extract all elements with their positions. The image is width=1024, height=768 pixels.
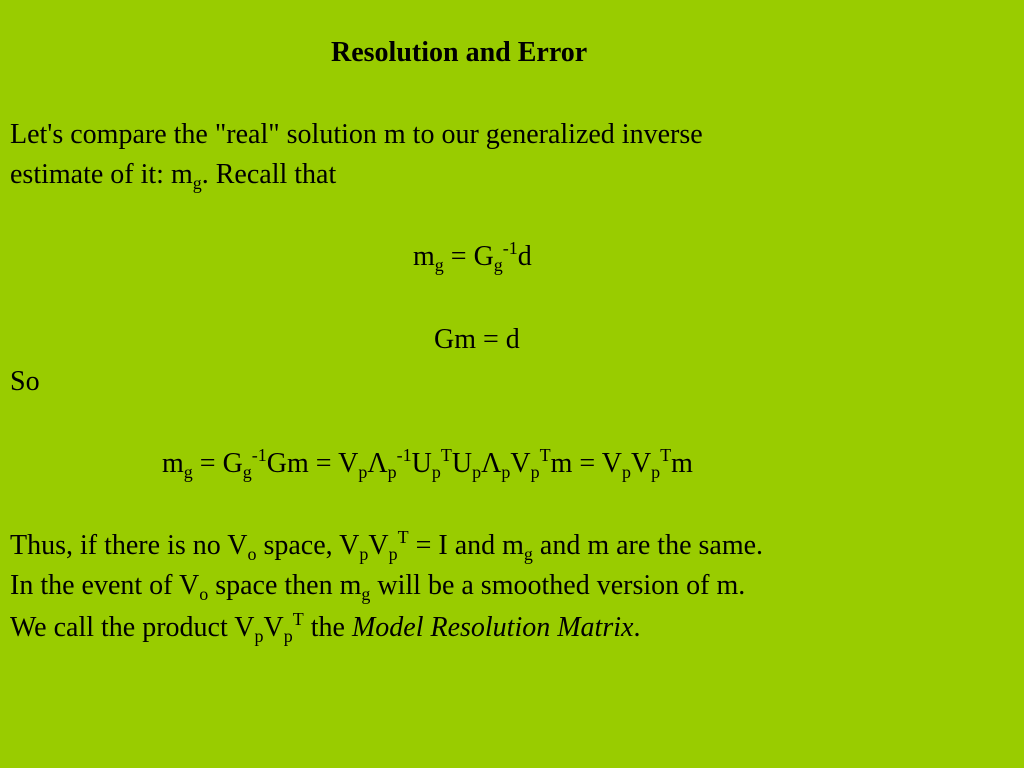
subscript: g bbox=[361, 584, 371, 604]
subscript: p bbox=[283, 626, 293, 646]
subscript: g bbox=[493, 255, 503, 275]
intro-text: . Recall that bbox=[201, 159, 337, 190]
equation-forward-problem: Gm = d bbox=[434, 324, 520, 355]
conclusion-text: space then m bbox=[208, 570, 362, 601]
subscript: p bbox=[501, 462, 511, 482]
eq-text: V bbox=[510, 448, 531, 479]
subscript: g bbox=[434, 255, 444, 275]
intro-line-1: Let's compare the "real" solution m to our generalized inverse bbox=[10, 119, 703, 150]
intro-line-2 bbox=[10, 158, 336, 192]
eq-text: U bbox=[411, 448, 432, 479]
conclusion-text: space, V bbox=[256, 530, 360, 561]
subscript: o bbox=[199, 584, 209, 604]
eq-text: m bbox=[413, 241, 435, 272]
slide-title: Resolution and Error bbox=[331, 37, 588, 68]
conclusion-text: In the event of V bbox=[10, 570, 200, 601]
eq-text: d bbox=[517, 241, 532, 272]
superscript: T bbox=[292, 609, 304, 629]
equation-resolution-derivation bbox=[162, 447, 693, 481]
conclusion-text: = I and m bbox=[408, 530, 524, 561]
conclusion-line-2 bbox=[10, 569, 745, 603]
eq-text: U bbox=[451, 448, 473, 479]
intro-text: estimate of it: m bbox=[10, 159, 193, 190]
conclusion-line-1 bbox=[10, 529, 763, 563]
eq-text: m = V bbox=[550, 448, 622, 479]
superscript: T bbox=[440, 445, 452, 465]
so-label: So bbox=[10, 366, 40, 397]
subscript: p bbox=[621, 462, 631, 482]
eq-text: V bbox=[630, 448, 652, 479]
equation-mg-definition bbox=[413, 240, 532, 274]
eq-text: = G bbox=[443, 241, 494, 272]
subscript: g bbox=[523, 544, 533, 564]
subscript: p bbox=[359, 544, 369, 564]
conclusion-text: V bbox=[263, 612, 284, 643]
conclusion-text: and m are the same. bbox=[532, 530, 764, 561]
subscript: p bbox=[254, 626, 264, 646]
eq-text: Λ bbox=[367, 448, 388, 479]
subscript: p bbox=[387, 462, 397, 482]
conclusion-text: Thus, if there is no V bbox=[10, 530, 248, 561]
subscript: o bbox=[247, 544, 257, 564]
subscript: g bbox=[242, 462, 252, 482]
conclusion-line-3 bbox=[10, 611, 640, 645]
eq-text: Gm = V bbox=[266, 448, 359, 479]
eq-text: m bbox=[671, 448, 693, 479]
eq-text: = G bbox=[192, 448, 243, 479]
superscript: -1 bbox=[502, 238, 518, 258]
subscript: p bbox=[530, 462, 540, 482]
superscript: T bbox=[539, 445, 551, 465]
subscript: g bbox=[183, 462, 193, 482]
conclusion-text: V bbox=[368, 530, 389, 561]
superscript: T bbox=[660, 445, 672, 465]
eq-text: Λ bbox=[481, 448, 502, 479]
conclusion-text: the bbox=[303, 612, 352, 643]
subscript: p bbox=[388, 544, 398, 564]
subscript: g bbox=[192, 173, 202, 193]
conclusion-text: We call the product V bbox=[10, 612, 255, 643]
subscript: p bbox=[472, 462, 482, 482]
model-resolution-matrix-term: Model Resolution Matrix bbox=[351, 612, 634, 643]
superscript: -1 bbox=[251, 445, 267, 465]
eq-text: m bbox=[162, 448, 184, 479]
subscript: p bbox=[651, 462, 661, 482]
superscript: -1 bbox=[396, 445, 412, 465]
superscript: T bbox=[397, 527, 409, 547]
subscript: p bbox=[358, 462, 368, 482]
subscript: p bbox=[431, 462, 441, 482]
conclusion-text: will be a smoothed version of m. bbox=[370, 570, 746, 601]
conclusion-text: . bbox=[633, 612, 641, 643]
